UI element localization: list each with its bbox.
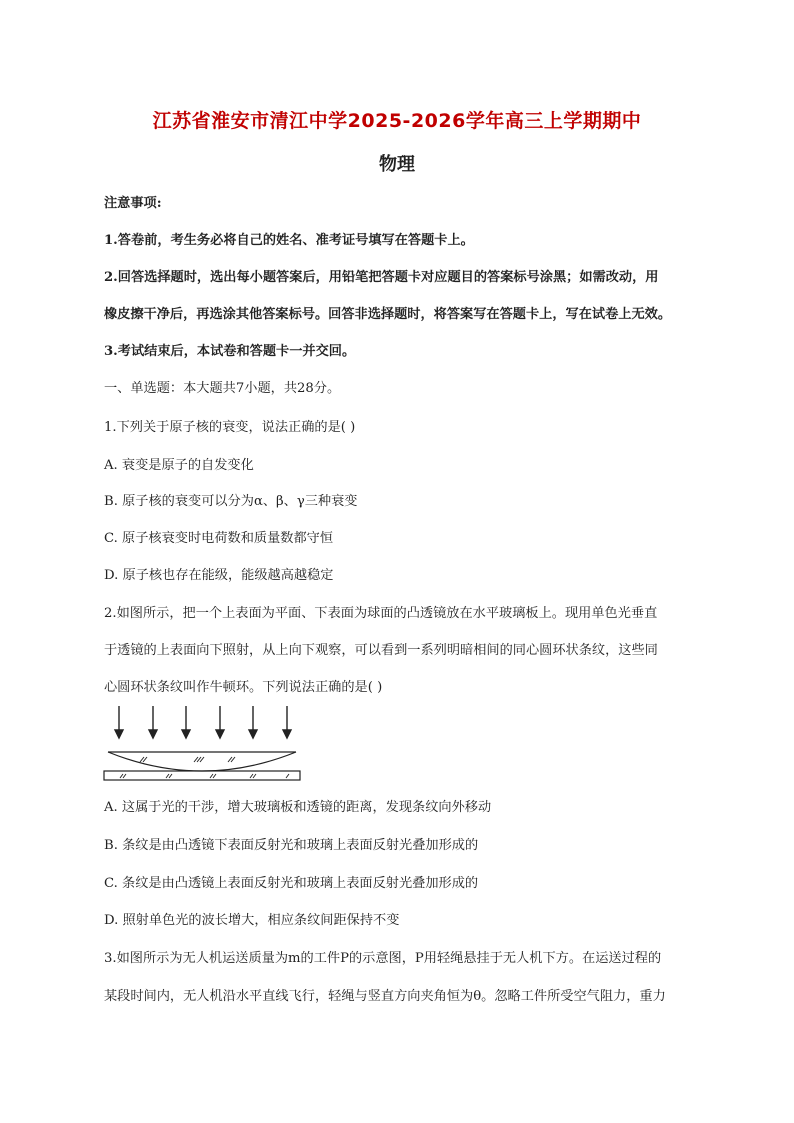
- section-heading: 一、单选题：本大题共7小题，共28分。: [104, 381, 341, 396]
- question-1-option-d: D. 原子核也存在能级，能级越高越稳定: [104, 568, 334, 583]
- question-2-option-b: B. 条纹是由凸透镜下表面反射光和玻璃上表面反射光叠加形成的: [104, 838, 479, 853]
- light-arrows: [115, 706, 291, 738]
- question-1-option-b: B. 原子核的衰变可以分为α、β、γ三种衰变: [104, 494, 358, 509]
- question-1-option-a: A. 衰变是原子的自发变化: [104, 458, 254, 473]
- question-2-stem-line: 于透镜的上表面向下照射，从上向下观察，可以看到一系列明暗相间的同心圆环状条纹，这些同: [104, 643, 658, 658]
- subject-title: 物理: [379, 154, 415, 175]
- newton-rings-figure: [100, 700, 310, 790]
- notice-item: 1.答卷前，考生务必将自己的姓名、准考证号填写在答题卡上。: [104, 233, 474, 248]
- glass-plate: [104, 771, 300, 780]
- question-2-option-c: C. 条纹是由凸透镜上表面反射光和玻璃上表面反射光叠加形成的: [104, 876, 479, 891]
- question-1-stem: 1.下列关于原子核的衰变，说法正确的是( ): [104, 420, 356, 435]
- question-2-option-d: D. 照射单色光的波长增大，相应条纹间距保持不变: [104, 913, 400, 928]
- notice-item: 橡皮擦干净后，再选涂其他答案标号。回答非选择题时，将答案写在答题卡上，写在试卷上无效。: [104, 307, 672, 322]
- exam-title: 江苏省淮安市清江中学2025-2026学年高三上学期期中: [152, 110, 642, 132]
- question-1-option-c: C. 原子核衰变时电荷数和质量数都守恒: [104, 531, 334, 546]
- notice-heading: 注意事项:: [104, 196, 162, 211]
- notice-item: 2.回答选择题时，选出每小题答案后，用铅笔把答题卡对应题目的答案标号涂黑；如需改动，用: [104, 270, 659, 285]
- notice-item: 3.考试结束后，本试卷和答题卡一并交回。: [104, 344, 356, 359]
- convex-lens: [108, 752, 296, 771]
- question-2-option-a: A. 这属于光的干涉，增大玻璃板和透镜的距离，发现条纹向外移动: [104, 800, 492, 815]
- question-3-stem-line: 某段时间内，无人机沿水平直线飞行，轻绳与竖直方向夹角恒为θ。忽略工件所受空气阻力，重力: [104, 989, 666, 1004]
- question-3-stem-line: 3.如图所示为无人机运送质量为m的工件P的示意图，P用轻绳悬挂于无人机下方。在运送过程的: [104, 951, 662, 966]
- question-2-stem-line: 心圆环状条纹叫作牛顿环。下列说法正确的是( ): [104, 680, 383, 695]
- question-2-stem-line: 2.如图所示，把一个上表面为平面、下表面为球面的凸透镜放在水平玻璃板上。现用单色光垂直: [104, 606, 658, 621]
